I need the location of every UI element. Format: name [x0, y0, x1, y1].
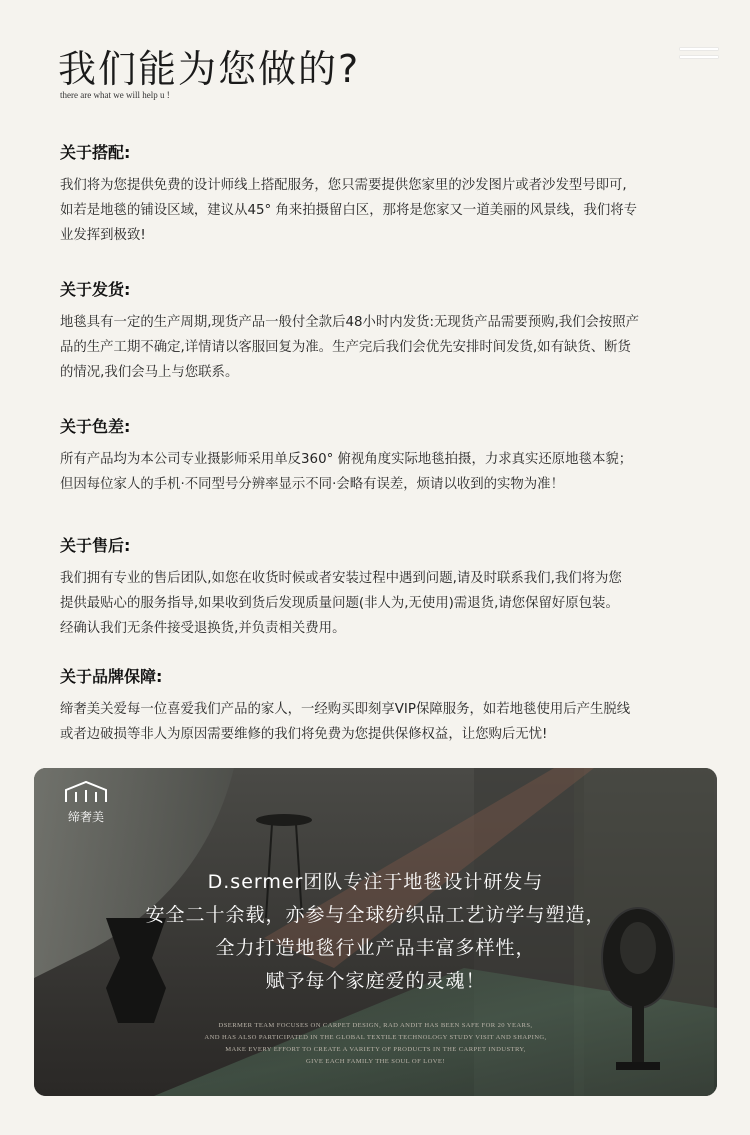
section-body — [60, 566, 720, 641]
section-body — [60, 173, 720, 248]
page-title: 我们能为您做的? — [58, 47, 361, 91]
section-shipping — [60, 277, 720, 385]
slogan-line: 赋予每个家庭爱的灵魂！ — [265, 970, 486, 992]
section-body — [60, 310, 720, 385]
page-subtitle: there are what we will help u ! — [60, 90, 170, 100]
text-line: 我们将为您提供免费的设计师线上搭配服务，您只需要提供您家里的沙发图片或者沙发型号即可, — [60, 178, 627, 193]
english-line: AND HAS ALSO PARTICIPATED IN THE GLOBAL TEXTILE TECHNOLOGY STUDY VISIT AND SHAPING, — [204, 1034, 547, 1041]
slogan-line: D.sermer团队专注于地毯设计研发与 — [207, 871, 544, 893]
text-line: 提供最贴心的服务指导,如果收到货后发现质量问题(非人为,无使用)需退货,请您保留好原包装。 — [60, 596, 619, 611]
text-line: 地毯具有一定的生产周期,现货产品一般付全款后48小时内发货:无现货产品需要预购,我们会按照产 — [60, 315, 640, 330]
house-logo-icon — [62, 780, 110, 806]
brand-banner — [34, 768, 717, 1096]
banner-english-text — [34, 1020, 717, 1068]
text-line: 缔奢美关爱每一位喜爱我们产品的家人，一经购买即刻享VIP保障服务，如若地毯使用后产生脱线 — [60, 702, 631, 717]
brand-logo — [62, 780, 110, 825]
section-matching — [60, 140, 720, 248]
slogan-line: 全力打造地毯行业产品丰富多样性， — [215, 937, 536, 959]
text-line: 经确认我们无条件接受退换货,并负责相关费用。 — [60, 621, 346, 636]
menu-icon[interactable] — [680, 48, 718, 60]
text-line: 我们拥有专业的售后团队,如您在收货时候或者安装过程中遇到问题,请及时联系我们,我们将为您 — [60, 571, 622, 586]
section-after-sales — [60, 533, 720, 641]
section-heading: 关于色差: — [60, 417, 131, 436]
section-brand-guarantee — [60, 664, 720, 747]
section-heading: 关于发货: — [60, 280, 131, 299]
section-heading: 关于售后: — [60, 536, 131, 555]
section-body — [60, 447, 720, 497]
text-line: 但因每位家人的手机·不同型号分辨率显示不同·会略有误差，烦请以收到的实物为准！ — [60, 477, 564, 492]
english-line: DSERMER TEAM FOCUSES ON CARPET DESIGN, RAD ANDIT HAS BEEN SAFE FOR 20 YEARS, — [218, 1022, 533, 1029]
english-line: GIVE EACH FAMILY THE SOUL OF LOVE! — [306, 1058, 445, 1065]
slogan-line: 安全二十余载，亦参与全球纺织品工艺访学与塑造， — [145, 904, 606, 926]
text-line: 或者边破损等非人为原因需要维修的我们将免费为您提供保修权益，让您购后无忧! — [60, 727, 548, 742]
text-line: 如若是地毯的铺设区域，建议从45° 角来拍摄留白区，那将是您家又一道美丽的风景线，我们将专 — [60, 203, 638, 218]
brand-name: 缔奢美 — [67, 810, 104, 824]
text-line: 的情况,我们会马上与您联系。 — [60, 365, 239, 380]
section-body — [60, 697, 720, 747]
text-line: 所有产品均为本公司专业摄影师采用单反360° 俯视角度实际地毯拍摄，力求真实还原地毯本貌； — [60, 452, 633, 467]
section-heading: 关于搭配: — [60, 143, 131, 162]
section-heading: 关于品牌保障: — [60, 667, 163, 686]
text-line: 业发挥到极致! — [60, 228, 146, 243]
section-color-difference — [60, 414, 720, 497]
text-line: 品的生产工期不确定,详情请以客服回复为准。生产完后我们会优先安排时间发货,如有缺货、断货 — [60, 340, 631, 355]
english-line: MAKE EVERY EFFORT TO CREATE A VARIETY OF PRODUCTS IN THE CARPET INDUSTRY, — [225, 1046, 526, 1053]
banner-slogan — [34, 866, 717, 998]
